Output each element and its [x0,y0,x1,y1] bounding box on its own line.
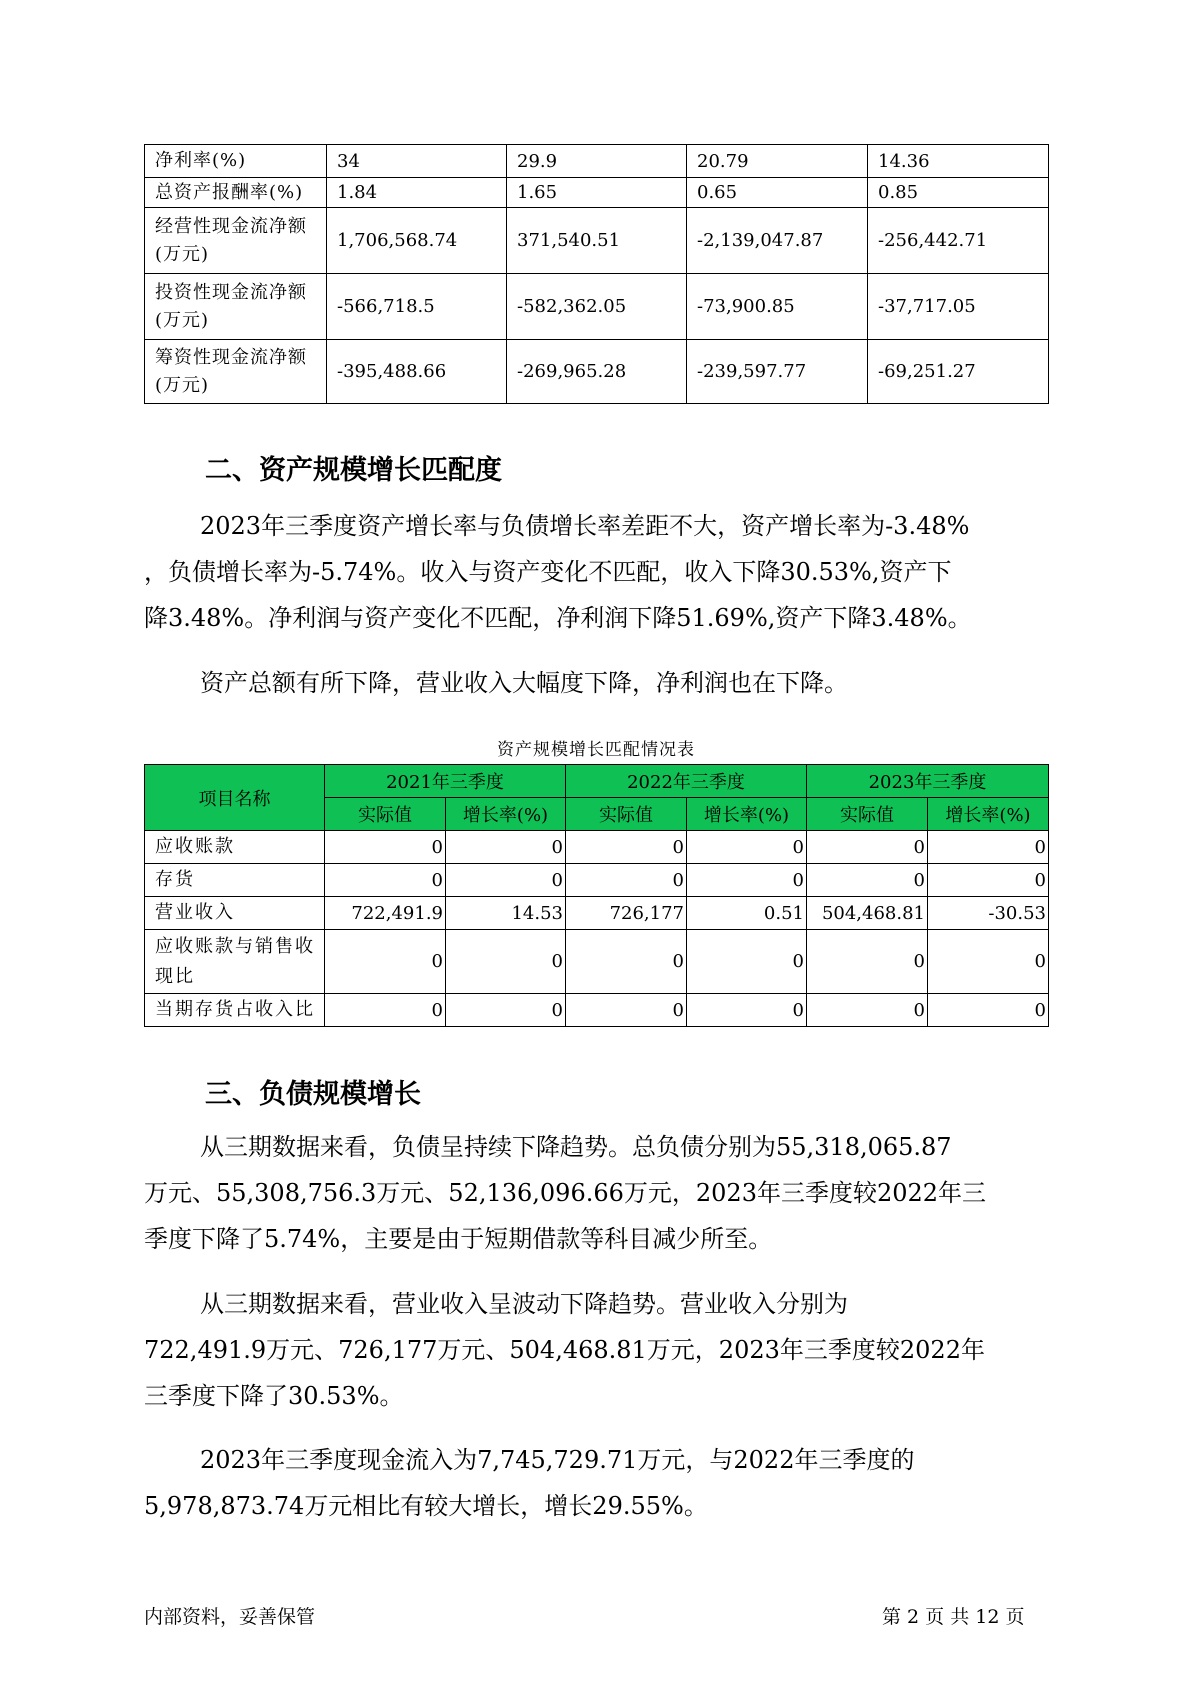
table-row [145,831,1049,864]
paragraph-line: 从三期数据来看，营业收入呈波动下降趋势。营业收入分别为 [200,1290,848,1318]
sub-header: 实际值 [807,798,928,831]
section-heading: 二、资产规模增长匹配度 [205,455,502,486]
asset-growth-match-table [144,764,1049,1027]
table-cell: 0 [446,831,566,864]
table-row [145,208,1049,274]
table-cell: 371,540.51 [507,208,687,274]
table-row [145,930,1049,994]
table-cell: 0 [446,930,566,994]
row-label: 净利率(%) [145,145,327,178]
sub-header: 增长率(%) [687,798,807,831]
paragraph-line: 2023年三季度现金流入为7,745,729.71万元，与2022年三季度的 [200,1446,915,1474]
table-cell: 20.79 [687,145,868,178]
table-cell: 0 [687,831,807,864]
table-cell: 0.51 [687,897,807,930]
section-heading: 三、负债规模增长 [205,1079,421,1110]
table-row [145,340,1049,404]
row-label: 筹资性现金流净额(万元) [145,340,327,404]
paragraph-line: 万元、55,308,756.3万元、52,136,096.66万元，2023年三季度较2022年三 [144,1179,987,1207]
period-header: 2021年三季度 [325,765,566,798]
table-cell: 0 [566,930,687,994]
paragraph [144,503,1064,641]
table-row [145,274,1049,340]
table-cell: -395,488.66 [327,340,507,404]
paragraph [144,1281,1064,1419]
row-label: 营业收入 [145,897,325,930]
row-label: 应收账款 [145,831,325,864]
paragraph-line: 三季度下降了30.53%。 [144,1382,404,1410]
table-row [145,864,1049,897]
table-cell: 0 [928,930,1049,994]
table-cell: -256,442.71 [868,208,1049,274]
table-cell: 1,706,568.74 [327,208,507,274]
table-cell: 0 [928,831,1049,864]
paragraph-line: ，负债增长率为-5.74%。收入与资产变化不匹配，收入下降30.53%,资产下 [144,558,952,586]
table-cell: 504,468.81 [807,897,928,930]
row-label: 投资性现金流净额(万元) [145,274,327,340]
page-number: 第 2 页 共 12 页 [882,1606,1025,1628]
table-cell: 1.65 [507,178,687,208]
table-cell: 14.36 [868,145,1049,178]
table-row [145,994,1049,1027]
table-cell: 0 [807,930,928,994]
footer-confidential-note: 内部资料，妥善保管 [144,1606,316,1628]
paragraph [144,1437,1064,1529]
table-cell: 0 [566,994,687,1027]
table-cell: 722,491.9 [325,897,446,930]
table-row [145,897,1049,930]
sub-header: 实际值 [325,798,446,831]
table-cell: 0 [566,864,687,897]
table-cell: 726,177 [566,897,687,930]
paragraph: 资产总额有所下降，营业收入大幅度下降，净利润也在下降。 [200,669,848,697]
table-caption: 资产规模增长匹配情况表 [497,740,695,760]
table-cell: 0 [566,831,687,864]
paragraph-line: 季度下降了5.74%，主要是由于短期借款等科目减少所至。 [144,1225,773,1253]
table-cell: 1.84 [327,178,507,208]
row-label: 总资产报酬率(%) [145,178,327,208]
table-cell: 29.9 [507,145,687,178]
table-cell: 0 [928,994,1049,1027]
table-cell: -566,718.5 [327,274,507,340]
table-cell: 0 [687,864,807,897]
table-cell: 14.53 [446,897,566,930]
table-cell: 0.65 [687,178,868,208]
table-cell: 0 [446,994,566,1027]
sub-header: 实际值 [566,798,687,831]
table-row [145,178,1049,208]
table-cell: 0 [446,864,566,897]
table-cell: 0 [807,994,928,1027]
sub-header: 增长率(%) [928,798,1049,831]
paragraph-line: 5,978,873.74万元相比有较大增长，增长29.55%。 [144,1492,708,1520]
table-cell: 0 [807,864,928,897]
row-label: 当期存货占收入比 [145,994,325,1027]
table-row [145,145,1049,178]
period-header: 2023年三季度 [807,765,1049,798]
table-cell: 0 [325,864,446,897]
table-cell: -2,139,047.87 [687,208,868,274]
table-cell: 0 [325,831,446,864]
row-label: 应收账款与销售收现比 [145,930,325,994]
table-cell: -37,717.05 [868,274,1049,340]
table-cell: 0 [807,831,928,864]
table-cell: -69,251.27 [868,340,1049,404]
period-header: 2022年三季度 [566,765,807,798]
table-cell: -73,900.85 [687,274,868,340]
table-cell: -30.53 [928,897,1049,930]
table-cell: -269,965.28 [507,340,687,404]
paragraph [144,1124,1064,1262]
column-header: 项目名称 [145,765,325,831]
table-cell: -582,362.05 [507,274,687,340]
cashflow-metrics-table [144,144,1049,404]
table-cell: 34 [327,145,507,178]
paragraph-line: 2023年三季度资产增长率与负债增长率差距不大，资产增长率为-3.48% [200,512,970,540]
table-cell: 0 [325,930,446,994]
row-label: 存货 [145,864,325,897]
table-cell: 0 [325,994,446,1027]
row-label: 经营性现金流净额(万元) [145,208,327,274]
table-cell: 0 [687,994,807,1027]
table-cell: -239,597.77 [687,340,868,404]
paragraph-line: 722,491.9万元、726,177万元、504,468.81万元，2023年三季度较2022年 [144,1336,985,1364]
table-cell: 0 [928,864,1049,897]
paragraph-line: 降3.48%。净利润与资产变化不匹配，净利润下降51.69%,资产下降3.48%。 [144,604,972,632]
table-cell: 0.85 [868,178,1049,208]
paragraph-line: 从三期数据来看，负债呈持续下降趋势。总负债分别为55,318,065.87 [200,1133,952,1161]
table-cell: 0 [687,930,807,994]
sub-header: 增长率(%) [446,798,566,831]
